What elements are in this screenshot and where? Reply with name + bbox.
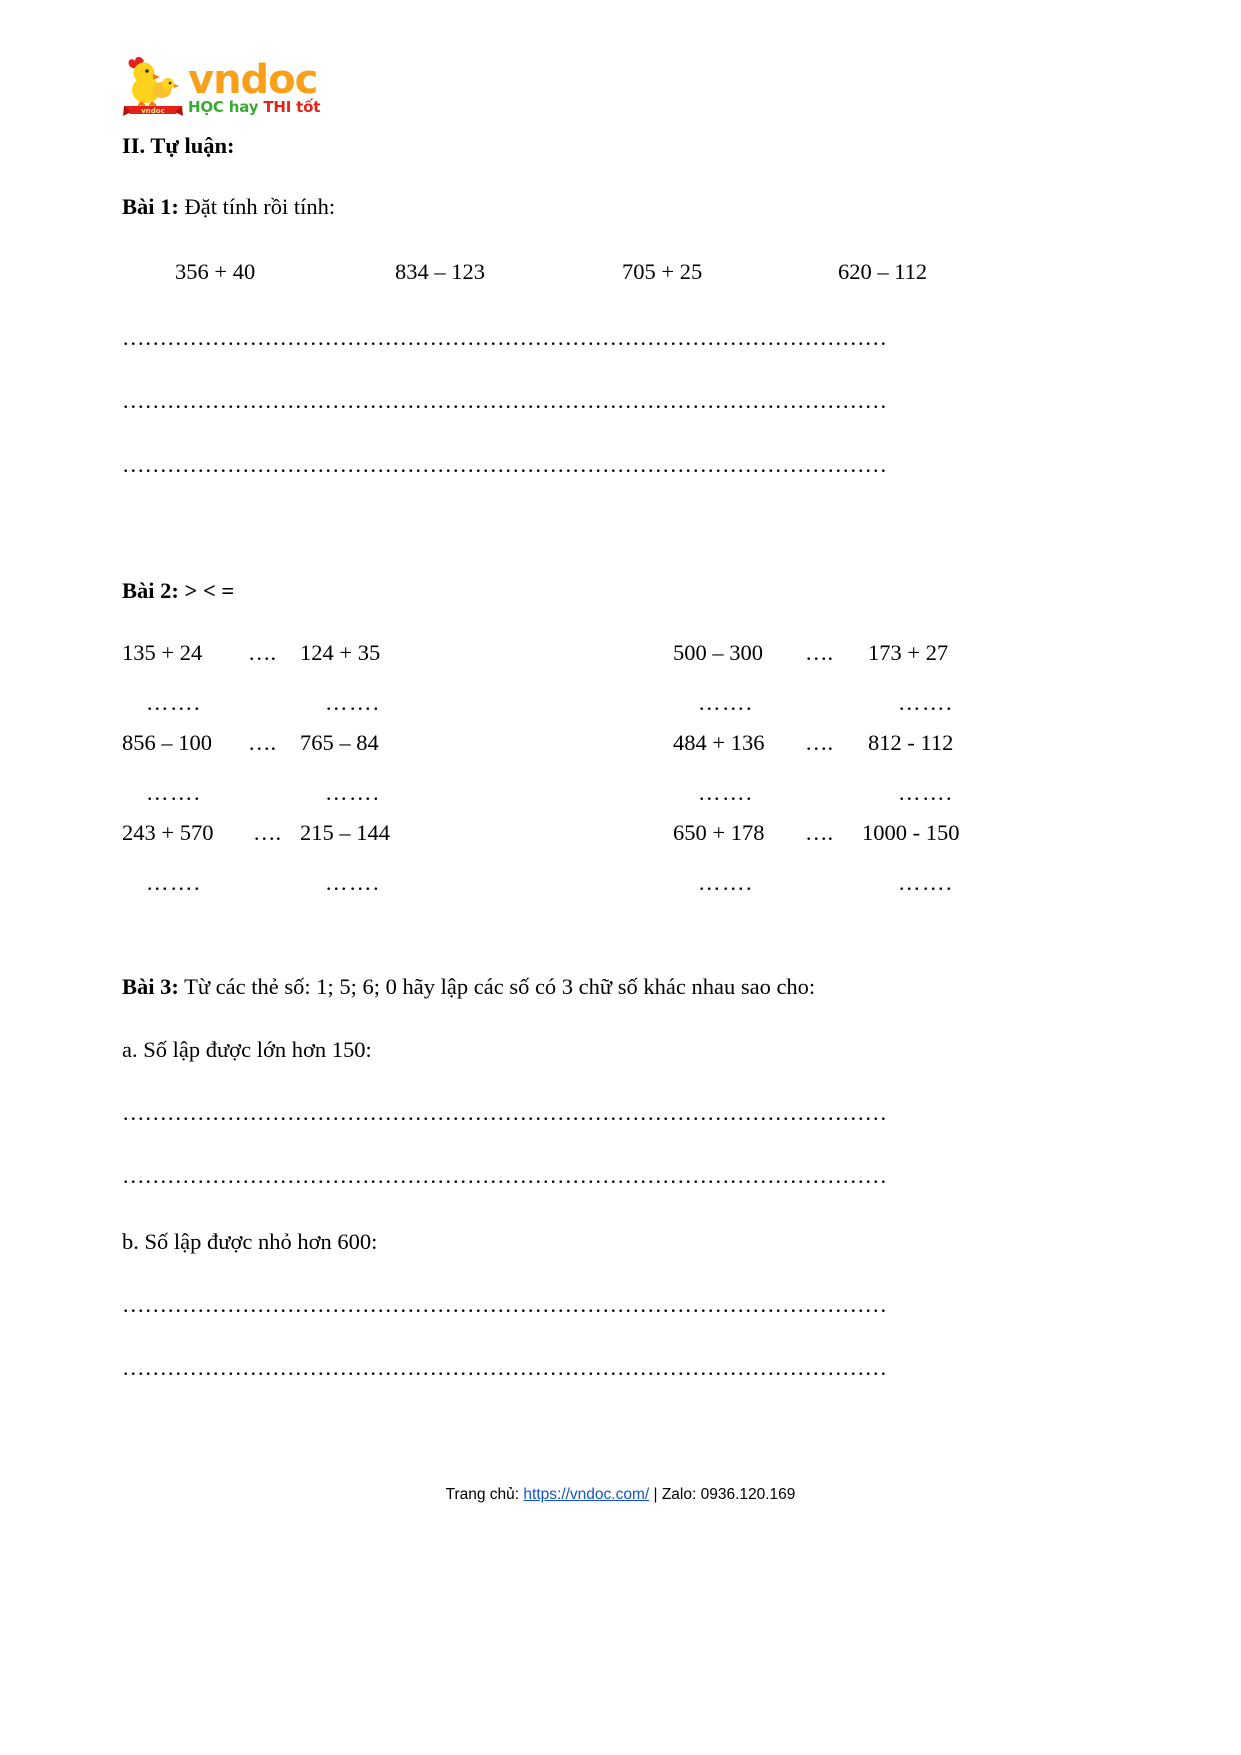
bai3-part-b-line-1[interactable]: ………………………………………………………………………………………… [122,1292,887,1317]
tagline-hay: hay [228,98,259,116]
logo-badge-text: vndoc [141,107,165,115]
page-footer [0,1486,1241,1504]
vndoc-logo [122,48,320,118]
bai2-row-2-dots-1[interactable]: ……. [146,780,202,805]
footer-prefix: Trang chủ: [445,1486,524,1503]
bai2-row-1-left-expr: 135 + 24 [122,640,203,665]
bai1-expression-4: 620 – 112 [838,259,928,284]
bai3-prompt: Từ các thẻ số: 1; 5; 6; 0 hãy lập các số có 3 chữ số khác nhau sao cho: [178,974,816,999]
bai2-row-3-right-expr: 650 + 178 [673,820,765,845]
footer-suffix: | Zalo: 0936.120.169 [649,1486,796,1503]
bai2-row-2-right-blank[interactable]: …. [805,730,834,755]
bai2-row-3-dots-3[interactable]: ……. [698,870,754,895]
bai2-row-2-dots-2[interactable]: ……. [325,780,381,805]
bai2-row-2-right-expr: 484 + 136 [673,730,765,755]
bai2-row-2-left-expr: 856 – 100 [122,730,212,755]
bai2-row-3-dots-4[interactable]: ……. [898,870,954,895]
bai2-row-3-dots-1[interactable]: ……. [146,870,202,895]
bai3-part-a-line-2[interactable]: ………………………………………………………………………………………… [122,1163,887,1188]
bai2-row-3-dots-2[interactable]: ……. [325,870,381,895]
tagline-tot: tốt [296,98,321,116]
bai3-part-a-line-1[interactable]: ………………………………………………………………………………………… [122,1100,887,1125]
bai1-answer-line-1[interactable]: ………………………………………………………………………………………… [122,325,887,350]
bai3-part-a-label: a. Số lập được lớn hơn 150: [122,1037,372,1062]
bai3-part-b-label: b. Số lập được nhỏ hơn 600: [122,1229,378,1254]
bai2-row-3-left-expr2: 215 – 144 [300,820,390,845]
footer-link[interactable]: https://vndoc.com/ [523,1486,650,1503]
bai1-heading [122,193,335,221]
bai1-expression-2: 834 – 123 [395,259,485,284]
section-heading: II. Tự luận: [122,133,235,158]
bai2-heading [122,577,234,605]
bai1-answer-line-3[interactable]: ………………………………………………………………………………………… [122,452,887,477]
bai2-prompt: > < = [178,578,235,603]
bai1-answer-line-2[interactable]: ………………………………………………………………………………………… [122,388,887,413]
bai2-row-2-right-expr2: 812 - 112 [868,730,954,755]
tagline-hoc: HỌC [188,98,224,116]
bai2-row-2-dots-4[interactable]: ……. [898,780,954,805]
bai2-row-1-right-expr2: 173 + 27 [868,640,949,665]
tagline-thi: THI [263,98,292,116]
bai2-row-1-dots-4[interactable]: ……. [898,690,954,715]
bai2-row-2-dots-3[interactable]: ……. [698,780,754,805]
bai1-expression-3: 705 + 25 [622,259,703,284]
bai2-row-1-left-expr2: 124 + 35 [300,640,381,665]
bai2-row-1-dots-3[interactable]: ……. [698,690,754,715]
bai1-expression-1: 356 + 40 [175,259,256,284]
bai3-heading [122,973,815,1001]
bai2-row-3-right-expr2: 1000 - 150 [862,820,960,845]
bai1-prompt: Đặt tính rồi tính: [178,194,336,219]
logo-tagline [188,99,320,116]
bai2-row-3-right-blank[interactable]: …. [805,820,834,845]
bai2-row-2-left-blank[interactable]: …. [248,730,277,755]
bai2-row-1-right-expr: 500 – 300 [673,640,763,665]
logo-wordmark-group [188,57,321,118]
bai3-part-b-line-2[interactable]: ………………………………………………………………………………………… [122,1355,887,1380]
bai2-row-3-left-blank[interactable]: …. [253,820,282,845]
bai2-row-3-left-expr: 243 + 570 [122,820,214,845]
bai3-label: Bài 3: [122,974,179,999]
bai2-row-1-right-blank[interactable]: …. [805,640,834,665]
bai2-row-1-left-blank[interactable]: …. [248,640,277,665]
bai2-row-1-dots-1[interactable]: ……. [146,690,202,715]
bai1-label: Bài 1: [122,194,179,219]
chick-mascot-icon [122,52,184,118]
logo-wordmark: vndoc [188,57,318,103]
bai2-label: Bài 2: [122,578,179,603]
bai2-row-2-left-expr2: 765 – 84 [300,730,379,755]
bai2-row-1-dots-2[interactable]: ……. [325,690,381,715]
